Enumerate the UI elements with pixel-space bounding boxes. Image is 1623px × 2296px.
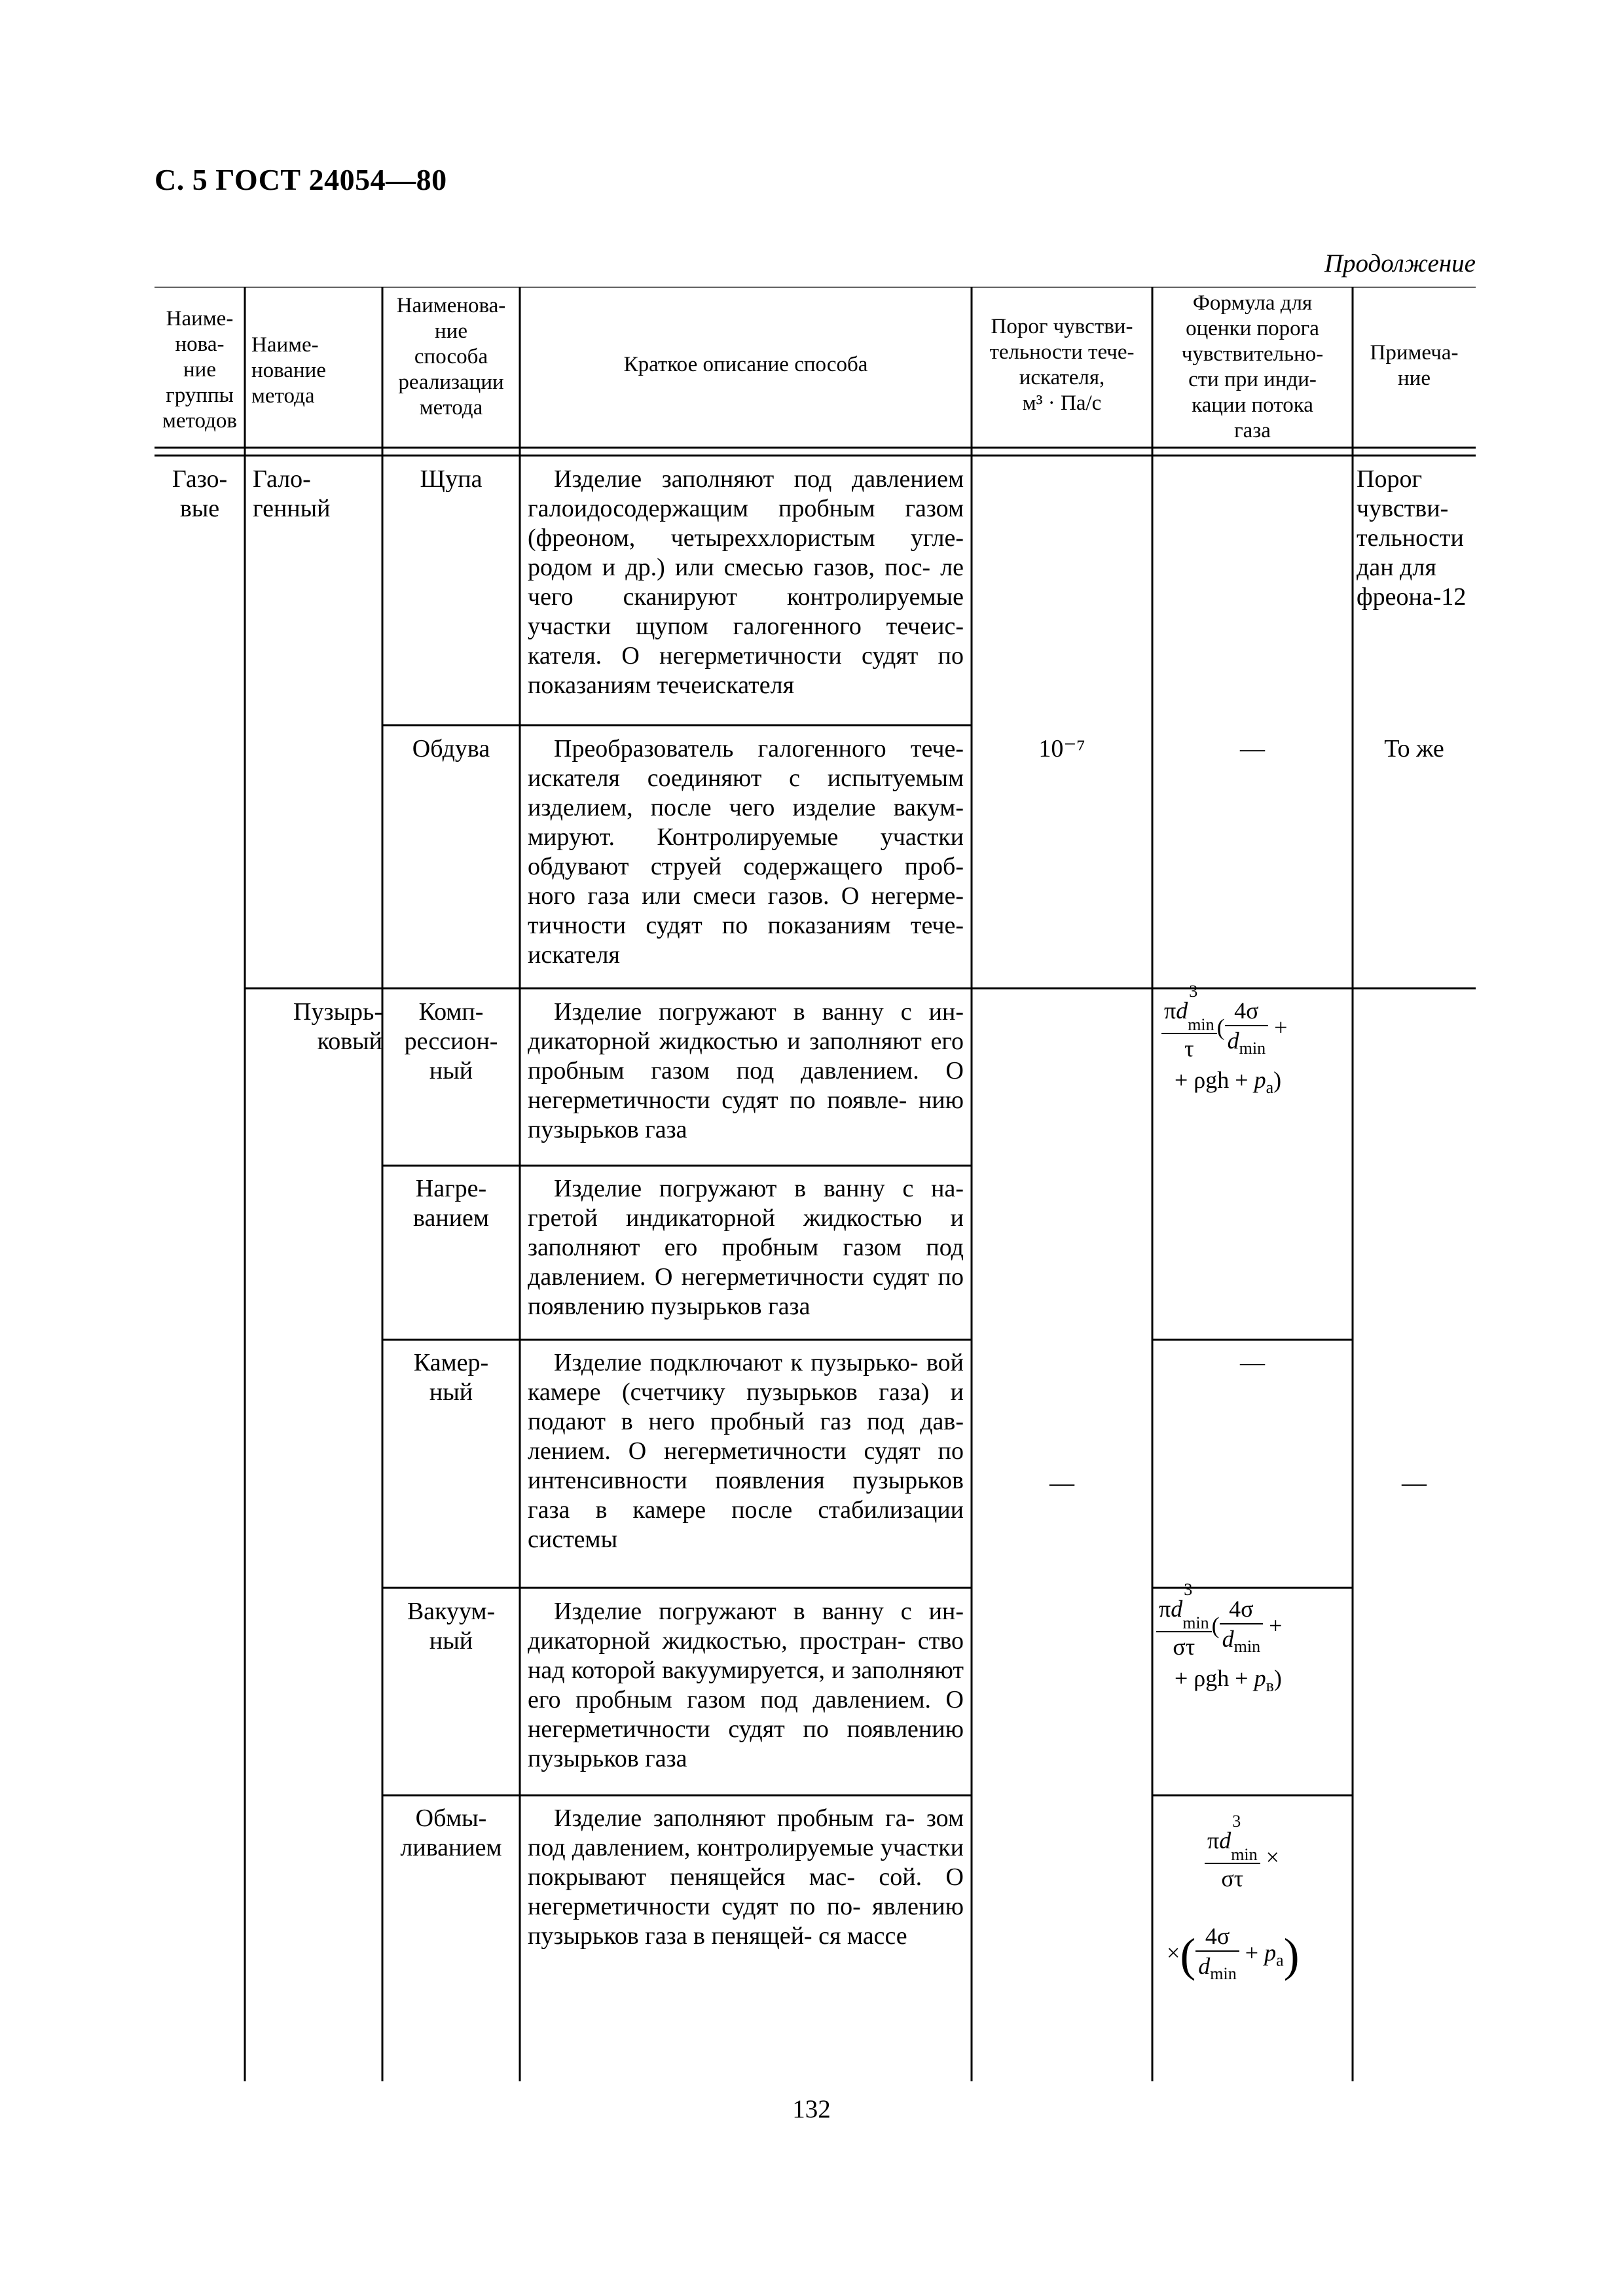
note-probe: Порог чувстви- тельности дан для фреона-12 [1357,465,1467,611]
threshold-bubble-dash: — [1049,1469,1074,1497]
formula-soaping-line2: ×( $\frac{4\sigma}{d_{min}}$ + $p_а$) [1167,1923,1300,1984]
method-bubble: Пузырь- ковый [293,998,382,1055]
formula-soaping: πd 3 $_{min}$ στ × [1205,1827,1279,1892]
col-header-group: Наиме- нова- ние группы методов [162,307,237,433]
methods-table [155,287,1476,2081]
formula-compression: πd 3 $_{min}$ τ ( $\frac{4\sigma}{d_{min}}$ + [1161,997,1287,1062]
col-header-threshold: Порог чувстви- тельности тече- искателя, м³ · Па/с [989,315,1135,415]
col-header-way: Наименова- ние способа реализации метода [396,294,506,420]
formula-chamber-dash: — [1240,1349,1265,1376]
formula-compression-line2: + $\rho gh + p_а$) [1175,1067,1282,1098]
description-chamber: Изделие подключают к пузырько- вой камере (счетчику пузырьков газа) и подают в него пробный газ под дав- лением. О негерметичности судят по интенсивности появления пузырьков газа в камере после стабилизации системы [528,1349,964,1553]
description-heating: Изделие погружают в ванну с на- гретой индикаторной жидкостью и заполняют его пробным газом под давлением. О негерметичности судят по появлению пузырьков газа [528,1175,964,1320]
col-header-description: Краткое описание способа [623,353,868,376]
description-soaping: Изделие заполняют пробным га- зом под давлением, контролируемые участки покрывают пенящейся мас- сой. О негерметичности судят по по- явлению пузырьков газа в пенящей- ся массе [528,1804,964,1950]
page-header: С. 5 ГОСТ 24054—80 [155,163,447,196]
threshold-halogen: 10⁻⁷ [1038,735,1085,762]
way-chamber: Камер- ный [413,1349,489,1406]
description-probe: Изделие заполняют под давлением галоидосодержащим пробным газом (фреоном, четыреххлористым угле- родом и др.) или смесью газов, пос- ле чего сканируют контролируемые участки щупом галогенного течеис- кателя. О негерметичности судят по показаниям течеискателя [528,465,964,699]
col-header-method: Наиме- нование метода [251,333,326,408]
col-header-formula: Формула для оценки порога чувствительно- сти при инди- кации потока газа [1181,291,1324,442]
way-compression: Комп- рессион- ный [404,998,498,1085]
description-compression: Изделие погружают в ванну с ин- дикаторной жидкостью и заполняют его пробным газом под давлением. О негерметичности судят по появле- нию пузырьков газа [528,998,964,1143]
note-bubble-dash: — [1402,1469,1427,1497]
col-header-note: Примеча- ние [1370,341,1459,390]
formula-halogen-dash: — [1240,735,1265,762]
way-blow: Обдува [412,735,490,762]
note-blow: То же [1384,735,1444,762]
way-soaping: Обмы- ливанием [400,1804,502,1861]
description-blow: Преобразователь галогенного тече- искателя соединяют с испытуемым изделием, после чего изделие вакум- мируют. Контролируемые участки обдувают струей содержащего проб- ного газа или смеси газов. О негерме- тичности судят по показаниям тече- искателя [528,735,964,969]
continuation-label: Продолжение [1324,249,1476,278]
group-name: Газо- вые [172,465,228,522]
page-number: 132 [792,2095,831,2123]
description-vacuum: Изделие погружают в ванну с ин- дикаторной жидкостью, простран- ство над которой вакуумируется, и заполняют его пробным газом под давлением. О негерметичности судят по появлению пузырьков газа [528,1598,964,1772]
way-vacuum: Вакуум- ный [407,1598,496,1655]
way-probe: Щупа [420,465,483,493]
method-halogen: Гало- генный [253,465,331,522]
way-heating: Нагре- ванием [413,1175,489,1232]
formula-vacuum: πd 3 $_{min}$ στ ( $\frac{4\sigma}{d_{min}}$ + [1156,1596,1282,1660]
formula-vacuum-line2: + $\rho gh + p_в$) [1175,1665,1282,1696]
